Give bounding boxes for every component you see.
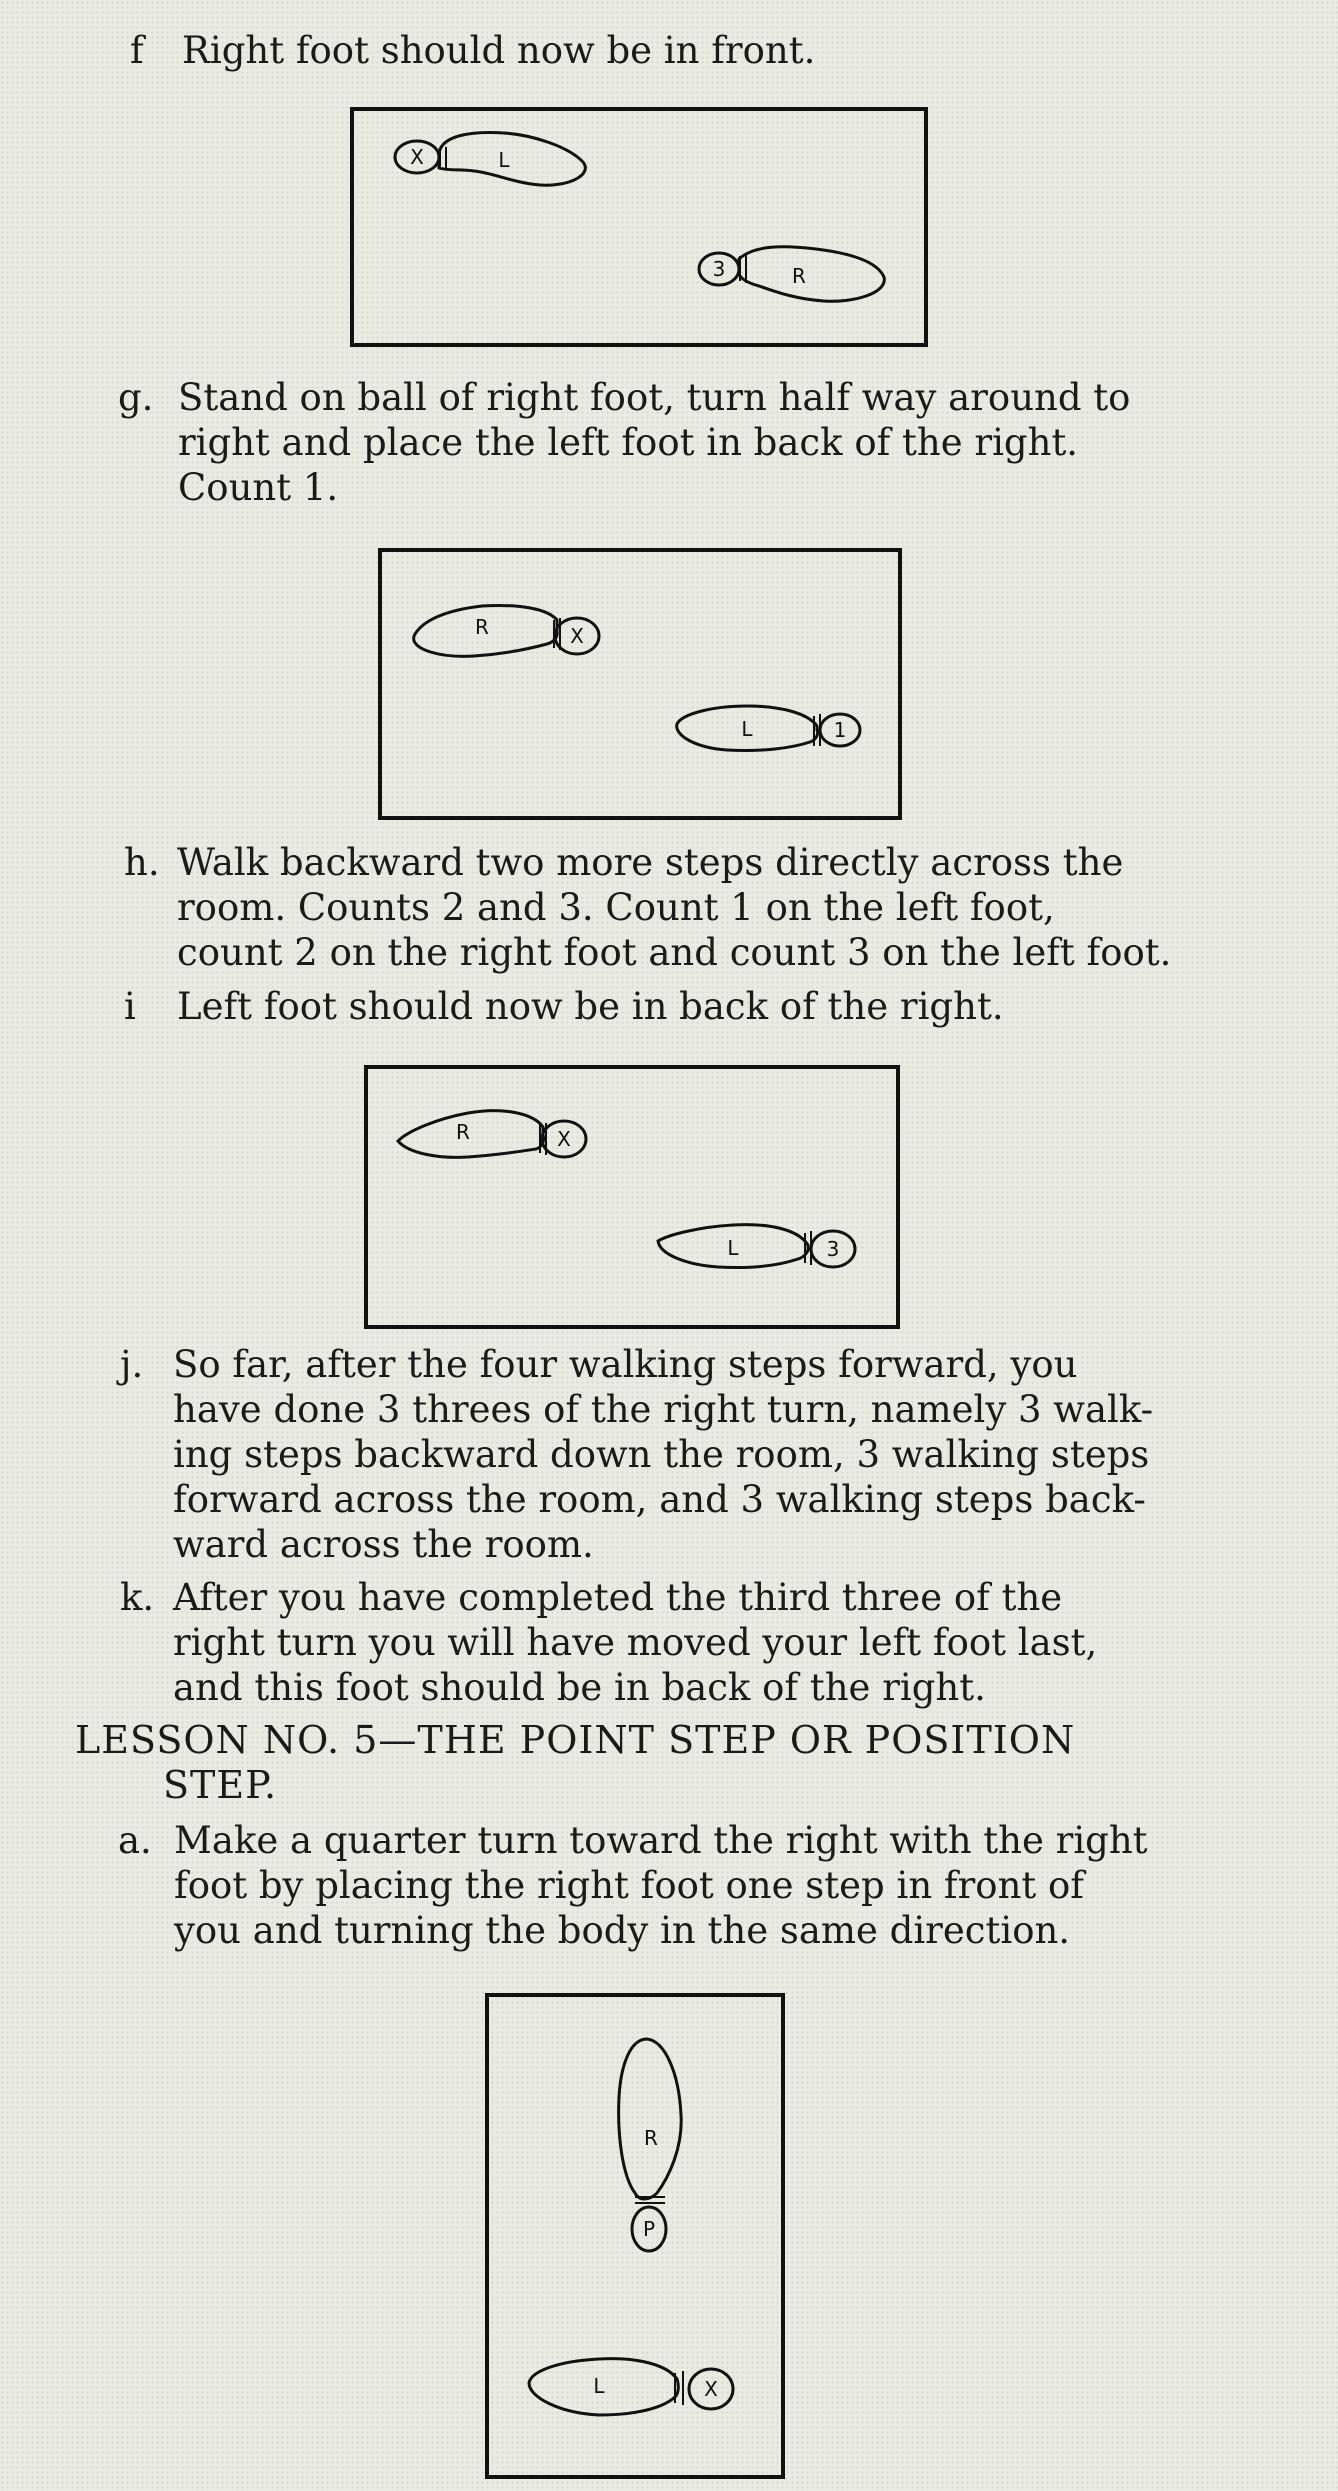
heel-label: 3 [826, 1237, 840, 1261]
left-foot-print [677, 706, 860, 751]
step-k [120, 1575, 1097, 1710]
right-foot-print [398, 1111, 586, 1158]
step-a [118, 1818, 1148, 1953]
step-text-line: Walk backward two more steps directly across the [177, 841, 1124, 884]
step-text-line: After you have completed the third three of the [173, 1576, 1063, 1619]
step-text-line: Make a quarter turn toward the right with the right [174, 1819, 1148, 1862]
foot-letter: L [741, 717, 753, 741]
step-text-line: foot by placing the right foot one step in front of [174, 1864, 1085, 1907]
step-j [120, 1342, 1153, 1567]
step-text-line: you and turning the body in the same direction. [174, 1909, 1071, 1952]
heel-label: X [570, 624, 584, 648]
foot-letter: R [475, 615, 489, 639]
step-f [130, 28, 815, 73]
step-marker: j. [120, 1343, 144, 1386]
right-foot-print [699, 247, 884, 302]
heel-label: X [557, 1127, 571, 1151]
step-marker: i [124, 985, 136, 1028]
step-g [118, 375, 1130, 510]
foot-letter: R [644, 2126, 658, 2150]
lesson-heading [75, 1718, 1075, 1808]
step-text-line: and this foot should be in back of the right. [173, 1666, 986, 1709]
step-marker: g. [118, 376, 154, 419]
step-text-line: Count 1. [178, 466, 339, 509]
foot-letter: L [498, 148, 510, 172]
heel-label: X [410, 145, 424, 169]
foot-letter: R [792, 264, 806, 288]
heel-label: P [642, 2217, 656, 2241]
step-text-line: count 2 on the right foot and count 3 on the left foot. [177, 931, 1172, 974]
step-text-line: Stand on ball of right foot, turn half way around to [178, 376, 1131, 419]
heel-label: 1 [833, 718, 847, 742]
step-text-line: right turn you will have moved your left foot last, [173, 1621, 1098, 1664]
step-h [124, 840, 1171, 975]
step-text: Right foot should now be in front. [182, 29, 816, 72]
step-text-line: room. Counts 2 and 3. Count 1 on the left foot, [177, 886, 1055, 929]
foot-letter: L [593, 2374, 605, 2398]
step-text-line: forward across the room, and 3 walking steps back- [173, 1478, 1146, 1521]
heel-label: 3 [712, 257, 726, 281]
lesson-heading-line: LESSON NO. 5—THE POINT STEP OR POSITION [75, 1718, 1076, 1762]
right-foot-print [414, 606, 599, 657]
left-foot-print [395, 133, 585, 186]
step-text-line: ward across the room. [173, 1523, 594, 1566]
step-marker: h. [124, 841, 160, 884]
foot-letter: R [456, 1120, 470, 1144]
step-text-line: ing steps backward down the room, 3 walking steps [173, 1433, 1150, 1476]
footprint-diagram-4 [485, 1993, 785, 2479]
step-text-line: So far, after the four walking steps forward, you [173, 1343, 1078, 1386]
step-text-line: Left foot should now be in back of the right. [177, 985, 1004, 1028]
right-foot-print [619, 2039, 682, 2251]
left-foot-print [529, 2359, 733, 2415]
step-i [124, 984, 1004, 1029]
left-foot-print [658, 1225, 855, 1268]
footprint-diagram-2 [378, 548, 902, 820]
foot-letter: L [727, 1236, 739, 1260]
footprint-diagram-3 [364, 1065, 900, 1329]
step-marker: k. [120, 1576, 155, 1619]
step-text-line: have done 3 threes of the right turn, namely 3 walk- [173, 1388, 1154, 1431]
heel-label: X [704, 2377, 718, 2401]
step-text-line: right and place the left foot in back of the right. [178, 421, 1079, 464]
lesson-heading-line: STEP. [163, 1763, 278, 1807]
step-marker: f [130, 29, 144, 72]
step-marker: a. [118, 1819, 152, 1862]
footprint-diagram-1 [350, 107, 928, 347]
